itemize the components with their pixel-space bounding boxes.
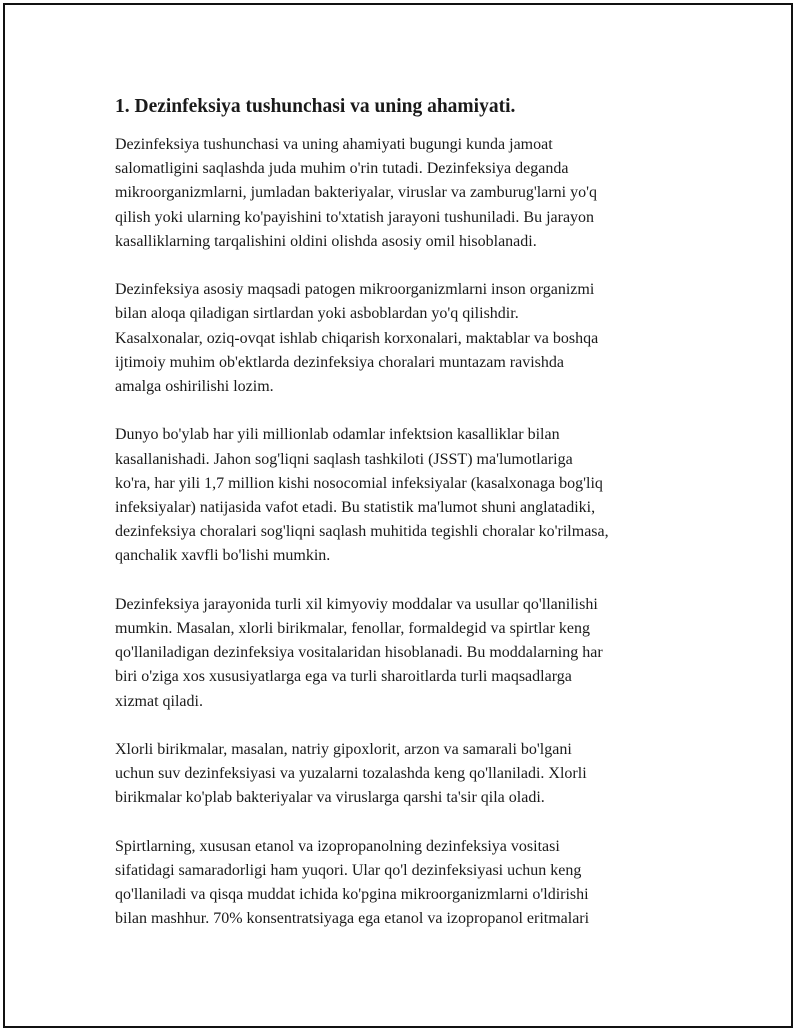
paragraph-1 xyxy=(115,133,695,254)
text-line: qo'llaniladi va qisqa muddat ichida ko'pgina mikroorganizmlarni o'ldirishi xyxy=(115,886,589,904)
paragraph-5 xyxy=(115,738,695,811)
text-line: sifatidagi samaradorligi ham yuqori. Ular qo'l dezinfeksiyasi uchun keng xyxy=(115,862,582,880)
text-line: mikroorganizmlarni, jumladan bakteriyalar, viruslar va zamburug'larni yo'q xyxy=(115,184,598,202)
paragraph-2 xyxy=(115,278,695,399)
paragraph-list xyxy=(115,133,695,932)
text-line: qilish yoki ularning ko'payishini to'xtatish jarayoni tushuniladi. Bu jarayon xyxy=(115,208,595,226)
text-line: birikmalar ko'plab bakteriyalar va viruslarga qarshi ta'sir qila oladi. xyxy=(115,789,545,807)
text-line: biri o'ziga xos xususiyatlarga ega va turli sharoitlarda turli maqsadlarga xyxy=(115,668,572,686)
document-body xyxy=(115,94,695,956)
text-line: infeksiyalar) natijasida vafot etadi. Bu statistik ma'lumot shuni anglatadiki, xyxy=(115,499,596,517)
text-line: xizmat qiladi. xyxy=(115,692,203,710)
text-line: qanchalik xavfli bo'lishi mumkin. xyxy=(115,547,331,565)
text-line: mumkin. Masalan, xlorli birikmalar, fenollar, formaldegid va spirtlar keng xyxy=(115,620,591,638)
text-line: Dezinfeksiya tushunchasi va uning ahamiyati bugungi kunda jamoat xyxy=(115,136,553,153)
text-line: Dezinfeksiya asosiy maqsadi patogen mikroorganizmlarni inson organizmi xyxy=(115,281,595,299)
text-line: ijtimoiy muhim ob'ektlarda dezinfeksiya choralari muntazam ravishda xyxy=(115,353,564,371)
paragraph-4 xyxy=(115,593,695,714)
text-line: bilan aloqa qiladigan sirtlardan yoki asboblardan yo'q qilishdir. xyxy=(115,305,519,323)
text-line: qo'llaniladigan dezinfeksiya vositalaridan hisoblanadi. Bu moddalarning har xyxy=(115,644,603,662)
text-line: ko'ra, har yili 1,7 million kishi nosocomial infeksiyalar (kasalxonaga bog'liq xyxy=(115,474,603,492)
paragraph-6 xyxy=(115,835,695,932)
text-line: kasallanishadi. Jahon sog'liqni saqlash tashkiloti (JSST) ma'lumotlariga xyxy=(115,450,573,468)
text-line: amalga oshirilishi lozim. xyxy=(115,378,274,396)
text-line: Spirtlarning, xususan etanol va izopropanolning dezinfeksiya vositasi xyxy=(115,837,560,855)
text-line: Kasalxonalar, oziq-ovqat ishlab chiqarish korxonalari, maktablar va boshqa xyxy=(115,329,599,347)
text-line: Dunyo bo'ylab har yili millionlab odamlar infektsion kasalliklar bilan xyxy=(115,426,560,444)
text-line: Xlorli birikmalar, masalan, natriy gipoxlorit, arzon va samarali bo'lgani xyxy=(115,741,572,759)
text-line: dezinfeksiya choralari sog'liqni saqlash muhitida tegishli choralar ko'rilmasa, xyxy=(115,523,609,541)
section-heading: 1. Dezinfeksiya tushunchasi va uning ahamiyati. xyxy=(115,96,516,117)
text-line: salomatligini saqlashda juda muhim o'rin tutadi. Dezinfeksiya deganda xyxy=(115,160,569,178)
text-line: bilan mashhur. 70% konsentratsiyaga ega etanol va izopropanol eritmalari xyxy=(115,910,590,928)
text-line: Dezinfeksiya jarayonida turli xil kimyoviy moddalar va usullar qo'llanilishi xyxy=(115,595,598,613)
text-line: uchun suv dezinfeksiyasi va yuzalarni tozalashda keng qo'llaniladi. Xlorli xyxy=(115,765,587,783)
text-line: kasalliklarning tarqalishini oldini olishda asosiy omil hisoblanadi. xyxy=(115,232,537,250)
paragraph-3 xyxy=(115,423,695,568)
